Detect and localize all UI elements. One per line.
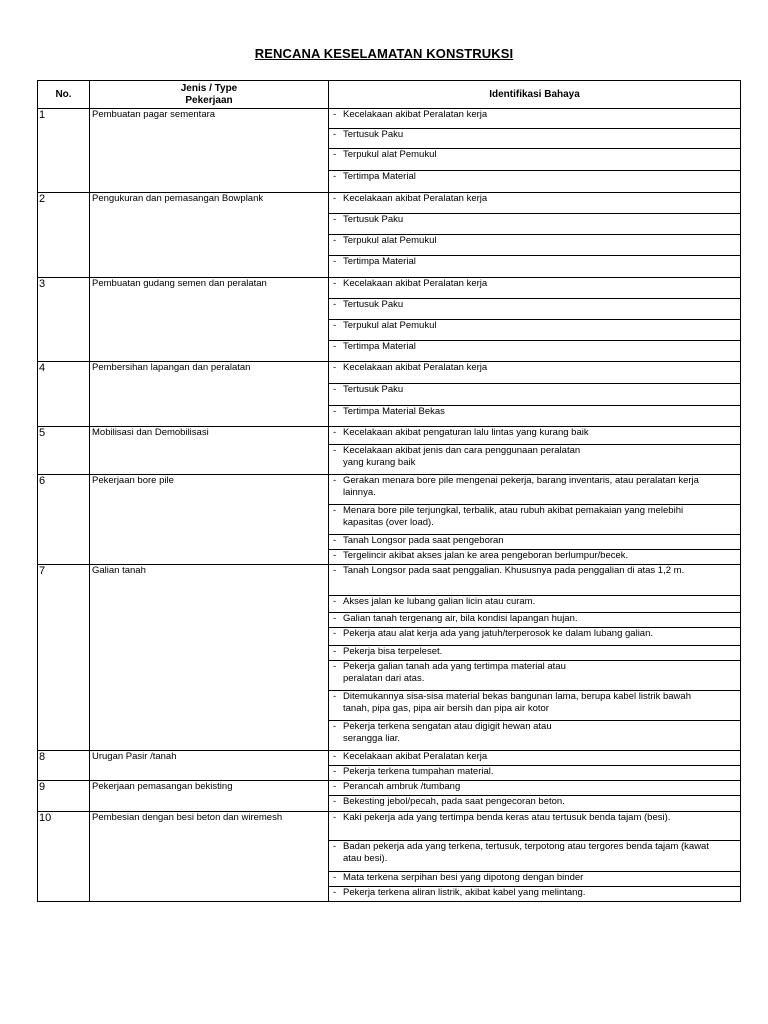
bullet-dash: - bbox=[333, 427, 337, 438]
work-type-cell: Galian tanah bbox=[90, 565, 329, 751]
hazard-item bbox=[333, 278, 738, 290]
table-row bbox=[38, 565, 741, 596]
hazard-cell bbox=[329, 406, 741, 427]
row-number: 5 bbox=[38, 427, 90, 475]
bullet-dash: - bbox=[333, 406, 337, 417]
hazard-text: Tertusuk Paku bbox=[343, 384, 404, 395]
hazard-cell bbox=[329, 781, 741, 796]
hazard-item bbox=[333, 661, 738, 685]
table-row bbox=[38, 751, 741, 766]
hazard-item bbox=[333, 535, 738, 547]
hazard-cell bbox=[329, 691, 741, 721]
hazard-text: Bekesting jebol/pecah, pada saat pengecoran beton. bbox=[343, 796, 565, 807]
table-row bbox=[38, 193, 741, 214]
table-header-row bbox=[38, 81, 741, 109]
hazard-item bbox=[333, 299, 738, 311]
hazard-item bbox=[333, 109, 738, 121]
bullet-dash: - bbox=[333, 505, 337, 516]
row-number: 10 bbox=[38, 812, 90, 902]
hazard-item bbox=[333, 505, 738, 529]
bullet-dash: - bbox=[333, 445, 337, 456]
hazard-cell bbox=[329, 384, 741, 406]
hazard-text: Tanah Longsor pada saat pengeboran bbox=[343, 535, 504, 546]
hazard-cell bbox=[329, 475, 741, 505]
bullet-dash: - bbox=[333, 475, 337, 486]
hazard-text: Tertusuk Paku bbox=[343, 299, 404, 310]
row-number: 6 bbox=[38, 475, 90, 565]
hazard-text: Kecelakaan akibat Peralatan kerja bbox=[343, 278, 488, 289]
hazard-cell bbox=[329, 320, 741, 341]
bullet-dash: - bbox=[333, 721, 337, 732]
hazard-item bbox=[333, 751, 738, 763]
bullet-dash: - bbox=[333, 796, 337, 807]
hazard-text: Pekerja atau alat kerja ada yang jatuh/terperosok ke dalam lubang galian. bbox=[343, 628, 654, 639]
hazard-item bbox=[333, 796, 738, 808]
bullet-dash: - bbox=[333, 171, 337, 182]
bullet-dash: - bbox=[333, 149, 337, 160]
hazard-cell bbox=[329, 812, 741, 841]
bullet-dash: - bbox=[333, 691, 337, 702]
work-type-cell: Pekerjaan bore pile bbox=[90, 475, 329, 565]
hazard-item bbox=[333, 149, 738, 161]
hazard-text: Ditemukannya sisa-sisa material bekas bangunan lama, berupa kabel listrik bawah tanah, pipa gas, pipa air bersih dan pipa air kotor bbox=[343, 691, 691, 714]
bullet-dash: - bbox=[333, 751, 337, 762]
hazard-cell bbox=[329, 565, 741, 596]
bullet-dash: - bbox=[333, 812, 337, 823]
hazard-item bbox=[333, 362, 738, 374]
hazard-text: Tertimpa Material bbox=[343, 256, 416, 267]
table-row bbox=[38, 427, 741, 445]
bullet-dash: - bbox=[333, 565, 337, 576]
hazard-item bbox=[333, 887, 738, 899]
hazard-cell bbox=[329, 362, 741, 384]
hazard-cell bbox=[329, 427, 741, 445]
hazard-text: Kecelakaan akibat jenis dan cara penggunaan peralatan yang kurang baik bbox=[343, 445, 581, 468]
hazard-cell bbox=[329, 661, 741, 691]
hazard-cell bbox=[329, 341, 741, 362]
bullet-dash: - bbox=[333, 362, 337, 373]
hazard-text: Pekerja terkena aliran listrik, akibat kabel yang melintang. bbox=[343, 887, 586, 898]
bullet-dash: - bbox=[333, 887, 337, 898]
hazard-cell bbox=[329, 129, 741, 149]
row-number: 1 bbox=[38, 109, 90, 193]
hazard-cell bbox=[329, 299, 741, 320]
bullet-dash: - bbox=[333, 646, 337, 657]
hazard-text: Pekerja terkena sengatan atau digigit hewan atau serangga liar. bbox=[343, 721, 552, 744]
hazard-item bbox=[333, 812, 738, 824]
work-type-cell: Pembersihan lapangan dan peralatan bbox=[90, 362, 329, 427]
hazard-item bbox=[333, 235, 738, 247]
work-type-cell: Pekerjaan pemasangan bekisting bbox=[90, 781, 329, 812]
hazard-cell bbox=[329, 193, 741, 214]
table-row bbox=[38, 362, 741, 384]
hazard-text: Tertusuk Paku bbox=[343, 214, 404, 225]
hazard-text: Perancah ambruk /tumbang bbox=[343, 781, 461, 792]
table-row bbox=[38, 475, 741, 505]
work-type-cell: Mobilisasi dan Demobilisasi bbox=[90, 427, 329, 475]
row-number: 4 bbox=[38, 362, 90, 427]
hazard-cell bbox=[329, 766, 741, 781]
hazard-text: Kecelakaan akibat Peralatan kerja bbox=[343, 109, 488, 120]
hazard-text: Gerakan menara bore pile mengenai pekerja, barang inventaris, atau peralatan kerja lainnya. bbox=[343, 475, 699, 498]
hazard-item bbox=[333, 721, 738, 745]
table-row bbox=[38, 812, 741, 841]
hazard-item bbox=[333, 628, 738, 640]
bullet-dash: - bbox=[333, 109, 337, 120]
header-no: No. bbox=[38, 81, 90, 109]
hazard-cell bbox=[329, 628, 741, 646]
hazard-cell bbox=[329, 109, 741, 129]
work-type-cell: Urugan Pasir /tanah bbox=[90, 751, 329, 781]
hazard-item bbox=[333, 475, 738, 499]
row-number: 7 bbox=[38, 565, 90, 751]
bullet-dash: - bbox=[333, 628, 337, 639]
hazard-cell bbox=[329, 445, 741, 475]
hazard-item bbox=[333, 550, 738, 562]
hazard-item bbox=[333, 766, 738, 778]
table-row bbox=[38, 109, 741, 129]
hazard-text: Menara bore pile terjungkal, terbalik, atau rubuh akibat pemakaian yang melebihi kapasitas (over load). bbox=[343, 505, 684, 528]
bullet-dash: - bbox=[333, 278, 337, 289]
bullet-dash: - bbox=[333, 596, 337, 607]
hazard-item bbox=[333, 841, 738, 865]
header-work-type-line2: Pekerjaan bbox=[185, 94, 233, 106]
bullet-dash: - bbox=[333, 129, 337, 140]
hazard-cell bbox=[329, 278, 741, 299]
hazard-item bbox=[333, 256, 738, 268]
hazard-item bbox=[333, 596, 738, 608]
bullet-dash: - bbox=[333, 661, 337, 672]
hazard-cell bbox=[329, 535, 741, 550]
hazard-text: Tanah Longsor pada saat penggalian. Khususnya pada penggalian di atas 1,2 m. bbox=[343, 565, 685, 576]
hazard-cell bbox=[329, 596, 741, 613]
work-type-cell: Pembuatan gudang semen dan peralatan bbox=[90, 278, 329, 362]
hazard-text: Terpukul alat Pemukul bbox=[343, 149, 437, 160]
hazard-cell bbox=[329, 721, 741, 751]
table-row bbox=[38, 278, 741, 299]
hazard-item bbox=[333, 646, 738, 658]
hazard-text: Pekerja terkena tumpahan material. bbox=[343, 766, 494, 777]
work-type-cell: Pengukuran dan pemasangan Bowplank bbox=[90, 193, 329, 278]
hazard-cell bbox=[329, 872, 741, 887]
document-title: RENCANA KESELAMATAN KONSTRUKSI bbox=[254, 46, 514, 61]
table-body bbox=[38, 109, 741, 902]
hazard-cell bbox=[329, 751, 741, 766]
hazard-text: Pekerja galian tanah ada yang tertimpa material atau peralatan dari atas. bbox=[343, 661, 566, 684]
hazard-text: Terpukul alat Pemukul bbox=[343, 235, 437, 246]
hazard-cell bbox=[329, 550, 741, 565]
hazard-cell bbox=[329, 505, 741, 535]
hazard-cell bbox=[329, 841, 741, 872]
safety-plan-table bbox=[37, 80, 741, 902]
hazard-item bbox=[333, 445, 738, 469]
hazard-text: Kecelakaan akibat pengaturan lalu lintas yang kurang baik bbox=[343, 427, 589, 438]
hazard-text: Kecelakaan akibat Peralatan kerja bbox=[343, 362, 488, 373]
hazard-item bbox=[333, 171, 738, 183]
hazard-cell bbox=[329, 796, 741, 812]
table-row bbox=[38, 781, 741, 796]
bullet-dash: - bbox=[333, 535, 337, 546]
hazard-cell bbox=[329, 171, 741, 193]
hazard-item bbox=[333, 406, 738, 418]
row-number: 9 bbox=[38, 781, 90, 812]
hazard-item bbox=[333, 872, 738, 884]
hazard-text: Pekerja bisa terpeleset. bbox=[343, 646, 443, 657]
hazard-text: Mata terkena serpihan besi yang dipotong dengan binder bbox=[343, 872, 584, 883]
work-type-cell: Pembesian dengan besi beton dan wiremesh bbox=[90, 812, 329, 902]
hazard-item bbox=[333, 129, 738, 141]
hazard-text: Tertimpa Material Bekas bbox=[343, 406, 445, 417]
header-work-type-line1: Jenis / Type bbox=[180, 82, 238, 94]
hazard-item bbox=[333, 384, 738, 396]
hazard-item bbox=[333, 691, 738, 715]
hazard-item bbox=[333, 613, 738, 625]
bullet-dash: - bbox=[333, 256, 337, 267]
hazard-item bbox=[333, 781, 738, 793]
bullet-dash: - bbox=[333, 872, 337, 883]
bullet-dash: - bbox=[333, 214, 337, 225]
bullet-dash: - bbox=[333, 341, 337, 352]
hazard-cell bbox=[329, 149, 741, 171]
work-type-cell: Pembuatan pagar sementara bbox=[90, 109, 329, 193]
hazard-item bbox=[333, 341, 738, 353]
row-number: 8 bbox=[38, 751, 90, 781]
hazard-text: Tertusuk Paku bbox=[343, 129, 404, 140]
hazard-item bbox=[333, 214, 738, 226]
hazard-text: Tergelincir akibat akses jalan ke area pengeboran berlumpur/becek. bbox=[343, 550, 629, 561]
bullet-dash: - bbox=[333, 550, 337, 561]
hazard-cell bbox=[329, 235, 741, 256]
hazard-cell bbox=[329, 887, 741, 902]
header-hazard-identification: Identifikasi Bahaya bbox=[329, 81, 741, 109]
hazard-text: Tertimpa Material bbox=[343, 171, 416, 182]
hazard-cell bbox=[329, 256, 741, 278]
hazard-text: Terpukul alat Pemukul bbox=[343, 320, 437, 331]
bullet-dash: - bbox=[333, 766, 337, 777]
hazard-text: Kecelakaan akibat Peralatan kerja bbox=[343, 751, 488, 762]
hazard-cell bbox=[329, 214, 741, 235]
hazard-cell bbox=[329, 646, 741, 661]
bullet-dash: - bbox=[333, 235, 337, 246]
bullet-dash: - bbox=[333, 299, 337, 310]
row-number: 3 bbox=[38, 278, 90, 362]
hazard-cell bbox=[329, 613, 741, 628]
header-work-type bbox=[90, 81, 329, 109]
hazard-item bbox=[333, 320, 738, 332]
bullet-dash: - bbox=[333, 781, 337, 792]
hazard-item bbox=[333, 427, 738, 439]
hazard-text: Kecelakaan akibat Peralatan kerja bbox=[343, 193, 488, 204]
hazard-text: Kaki pekerja ada yang tertimpa benda keras atau tertusuk benda tajam (besi). bbox=[343, 812, 671, 823]
bullet-dash: - bbox=[333, 193, 337, 204]
hazard-text: Galian tanah tergenang air, bila kondisi lapangan hujan. bbox=[343, 613, 578, 624]
bullet-dash: - bbox=[333, 613, 337, 624]
hazard-text: Akses jalan ke lubang galian licin atau curam. bbox=[343, 596, 536, 607]
hazard-item bbox=[333, 565, 738, 577]
bullet-dash: - bbox=[333, 841, 337, 852]
row-number: 2 bbox=[38, 193, 90, 278]
bullet-dash: - bbox=[333, 320, 337, 331]
hazard-text: Badan pekerja ada yang terkena, tertusuk, terpotong atau tergores benda tajam (kawat atau besi). bbox=[343, 841, 709, 864]
hazard-text: Tertimpa Material bbox=[343, 341, 416, 352]
hazard-item bbox=[333, 193, 738, 205]
bullet-dash: - bbox=[333, 384, 337, 395]
